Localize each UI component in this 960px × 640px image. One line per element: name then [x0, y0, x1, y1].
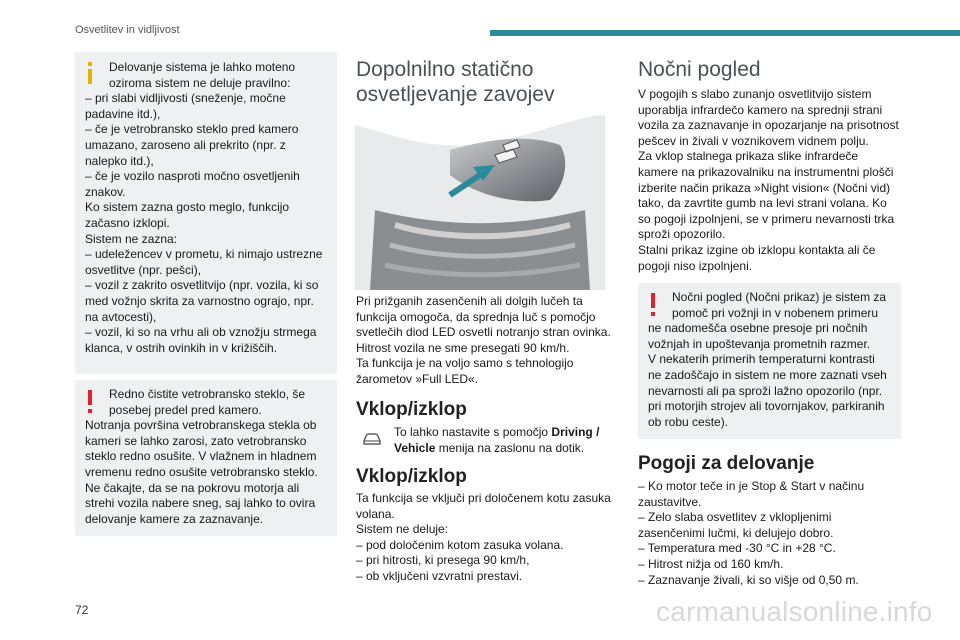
warning-note-text — [638, 283, 901, 430]
body-line: so pogoji izpolnjeni, se v primeru nevarnosti trka — [638, 211, 895, 226]
section-title-line: Dopolnilno statično — [356, 58, 534, 81]
warning-line: steklo redno osušite. V vlažnem in hladnem — [85, 449, 317, 464]
conditions-list — [638, 479, 908, 588]
warning-line: V nekaterih primerih temperaturni kontrasti — [648, 352, 875, 367]
body-line: žarometov »Full LED«. — [356, 371, 479, 386]
menu-path-vehicle: Vehicle — [394, 440, 436, 455]
info-line: začasno izklopi. — [85, 215, 170, 230]
info-line: – če je vetrobransko steklo pred kamero — [85, 122, 299, 137]
section-heading-on-off-1: Vklop/izklop — [356, 399, 467, 420]
warning-line: ne zadoščajo in sistem ne more zaznati vseh — [648, 367, 887, 382]
info-line: – udeležencev v prometu, ki nimajo ustrezne — [85, 247, 323, 262]
watermark: carmanualsonline.info — [656, 596, 933, 627]
body-line: tako, da zavrtite gumb na levi strani volana. Ko — [638, 196, 887, 211]
settings-hint-line — [394, 425, 614, 441]
running-header: Osvetlitev in vidljivost — [75, 24, 180, 36]
warning-line: strehi vozila nabere sneg, saj lahko to ovira — [85, 496, 316, 511]
section-title-night-vision: Nočni pogled — [638, 58, 761, 81]
info-icon — [83, 62, 97, 84]
body-line: Stalni prikaz izgine ob izklopu kontakta ali če — [638, 242, 876, 257]
warning-line: posebej predel pred kamero. — [109, 402, 262, 417]
headlamp-illustration — [355, 115, 605, 290]
body-line: svetlečih diod LED osvetli notranjo stran ovinka. — [356, 325, 611, 340]
info-note — [75, 52, 337, 374]
settings-hint-text: To lahko nastavite s pomočjo — [394, 425, 552, 439]
warning-line: pomoč pri vožnji in v nobenem primeru — [672, 305, 879, 320]
warning-line: ne nadomešča osebne presoje pri nočnih — [648, 321, 868, 336]
cornering-intro — [356, 294, 611, 388]
body-line: Za vklop stalnega prikaza slike infrardeče — [638, 149, 859, 164]
header-accent-bar — [490, 30, 960, 36]
body-line: – pri hitrosti, ki presega 90 km/h, — [356, 553, 530, 568]
info-line: osvetlitve (npr. pešci), — [85, 262, 202, 277]
body-line: sproži opozorilo. — [638, 227, 726, 242]
warning-line: pri motorjih strojev ali tovornjakov, parkiranih — [648, 399, 885, 414]
warning-line: vožnjah in upoštevanja prometnih razmer. — [648, 336, 871, 351]
condition-line: zasenčenimi lučmi, ki delujejo dobro. — [638, 525, 834, 540]
condition-line: – Ko motor teče in je Stop & Start v načinu — [638, 479, 865, 493]
body-line: V pogojih s slabo zunanjo osvetlitvijo sistem — [638, 87, 872, 101]
info-line: med vožnjo skrita za varnostno ograjo, npr. — [85, 293, 314, 308]
body-line: Ta funkcija je na voljo samo s tehnologijo — [356, 356, 574, 371]
body-line: – pod določenim kotom zasuka volana. — [356, 537, 564, 552]
info-note-text — [75, 52, 337, 356]
info-line: – če je vozilo nasproti močno osvetljenih — [85, 169, 300, 184]
info-line: Sistem ne zazna: — [85, 231, 178, 246]
warning-note-text — [75, 380, 337, 527]
warning-note — [75, 380, 337, 536]
info-line: – vozil z zakrito osvetlitvijo (npr. vozila, ki so — [85, 278, 319, 293]
body-line: kamere na prikazovalniku na instrumentni plošči — [638, 164, 894, 179]
body-line: Sistem ne deluje: — [356, 522, 449, 537]
warning-line: Redno čistite vetrobransko steklo, še — [109, 387, 306, 401]
settings-hint — [394, 425, 614, 456]
condition-line: – Temperatura med -30 °C in +28 °C. — [638, 541, 836, 556]
body-line: – ob vključeni vzvratni prestavi. — [356, 568, 523, 583]
info-line: nalepko itd.), — [85, 153, 154, 168]
body-line: pešcev in živali v voznikovem vidnem polju. — [638, 133, 869, 148]
warning-line: vremenu redno osušite vetrobransko steklo. — [85, 464, 318, 479]
info-line: na avtocesti), — [85, 309, 157, 324]
car-icon — [362, 432, 382, 446]
warning-icon — [83, 390, 97, 414]
night-vision-intro — [638, 87, 908, 274]
menu-path-driving: Driving / — [551, 425, 600, 439]
body-line: funkcija omogoča, da sprednja luč s pomočjo — [356, 309, 596, 324]
warning-note — [638, 283, 901, 439]
body-line: Hitrost vozila ne sme presegati 90 km/h. — [356, 340, 570, 355]
info-line: umazano, zaroseno ali prekrito (npr. z — [85, 137, 286, 152]
section-heading-on-off-2: Vklop/izklop — [356, 466, 467, 487]
info-line: – pri slabi vidljivosti (sneženje, močne — [85, 91, 286, 106]
info-line: – vozil, ki so na vrhu ali ob vznožju strmega — [85, 325, 317, 340]
info-line: klanca, v ostrih ovinkih in v križiščih. — [85, 340, 278, 355]
warning-line: ob robu ceste). — [648, 414, 729, 429]
section-title-line: osvetljevanje zavojev — [356, 83, 555, 106]
body-line: uporablja infrardečo kamero na sprednji strani — [638, 102, 883, 117]
page-number: 72 — [75, 603, 89, 617]
info-line: oziroma sistem ne deluje pravilno: — [109, 75, 291, 90]
body-line: Pri prižganih zasenčenih ali dolgih lučeh ta — [356, 294, 583, 308]
body-line: vozila za zaznavanje in opozarjanje na prisotnost — [638, 118, 899, 133]
section-title-cornering-lights — [356, 57, 606, 107]
condition-line: – Zaznavanje živali, ki so višje od 0,50 m. — [638, 572, 859, 587]
condition-line: zaustavitve. — [638, 494, 702, 509]
condition-line: – Hitrost nižja od 160 km/h. — [638, 556, 784, 571]
info-line: Ko sistem zazna gosto meglo, funkcijo — [85, 200, 290, 215]
cornering-activation — [356, 491, 611, 585]
condition-line: – Zelo slaba osvetlitev z vklopljenimi — [638, 510, 832, 525]
info-line: znakov. — [85, 184, 126, 199]
body-line: volana. — [356, 506, 395, 521]
warning-icon — [646, 293, 660, 317]
warning-line: Notranja površina vetrobranskega stekla ob — [85, 418, 317, 433]
warning-line: delovanje kamere za zaznavanje. — [85, 511, 264, 526]
section-heading-conditions: Pogoji za delovanje — [638, 453, 815, 474]
info-line: padavine itd.), — [85, 106, 161, 121]
body-line: Ta funkcija se vključi pri določenem kotu zasuka — [356, 491, 611, 505]
warning-line: nevarnosti ali pa sproži lažno opozorilo (npr. — [648, 383, 883, 398]
warning-line: Ne čakajte, da se na pokrovu motorja ali — [85, 480, 300, 495]
body-line: pogoji niso izpolnjeni. — [638, 258, 753, 273]
warning-line: Nočni pogled (Nočni prikaz) je sistem za — [672, 290, 887, 304]
settings-hint-text: menija na zaslonu na dotik. — [435, 440, 585, 455]
info-line: Delovanje sistema je lahko moteno — [109, 60, 296, 74]
body-line: izberite način prikaza »Night vision« (Nočni vid) — [638, 180, 891, 195]
warning-line: kameri se lahko zarosi, zato vetrobransko — [85, 433, 307, 448]
settings-hint-line — [394, 441, 614, 457]
